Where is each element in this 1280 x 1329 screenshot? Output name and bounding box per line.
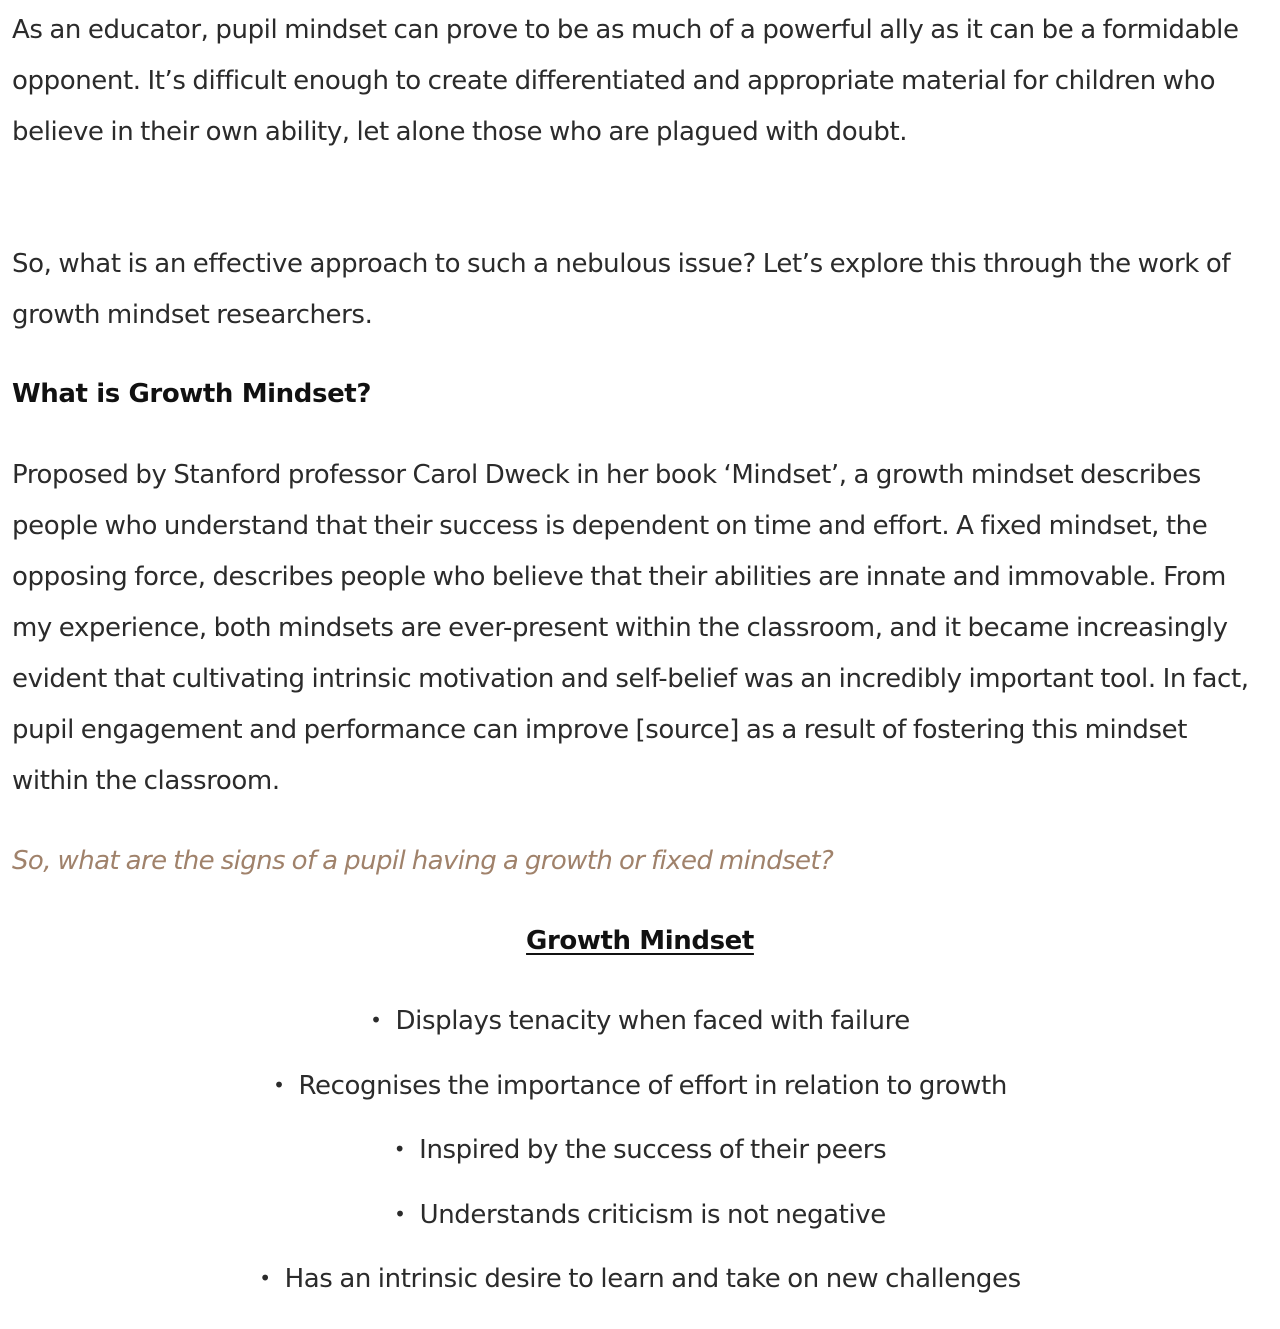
list-item-text: Understands criticism is not negative xyxy=(419,1199,886,1230)
bullet-icon: • xyxy=(394,1201,406,1226)
section-heading: What is Growth Mindset? xyxy=(12,379,372,409)
list-item xyxy=(12,1182,1268,1247)
bullet-icon: • xyxy=(393,1137,406,1162)
list-item xyxy=(12,1246,1268,1311)
list-item-text: Has an intrinsic desire to learn and take on new challenges xyxy=(284,1264,1021,1295)
bullet-icon: • xyxy=(370,1008,382,1032)
list-item xyxy=(12,1117,1268,1182)
bullet-icon: • xyxy=(259,1266,271,1291)
list-item-text: Recognises the importance of effort in relation to growth xyxy=(298,1070,1007,1101)
signs-question: So, what are the signs of a pupil having a growth or fixed mindset? xyxy=(12,846,834,876)
list-item xyxy=(12,988,1268,1053)
bullet-icon: • xyxy=(273,1072,285,1097)
question-paragraph: So, what is an effective approach to such a nebulous issue? Let’s explore this through the work of growth mindset researchers. xyxy=(12,249,1231,330)
intro-paragraph: As an educator, pupil mindset can prove to be as much of a powerful ally as it can be a formidable opponent. It’s difficult enough to create differentiated and appropriate material for children who believe in their own ability, let alone those who are plagued with doubt. xyxy=(12,15,1239,147)
growth-mindset-heading: Growth Mindset xyxy=(526,926,754,956)
definition-paragraph: Proposed by Stanford professor Carol Dweck in her book ‘Mindset’, a growth mindset describes people who understand that their success is dependent on time and effort. A fixed mindset, the opposing force, describes people who believe that their abilities are innate and immovable. From my experience, both mindsets are ever-present within the classroom, and it became increasingly evident that cultivating intrinsic motivation and self-belief was an incredibly important tool. In fact, pupil engagement and performance can improve [source] as a result of fostering this mindset within the classroom. xyxy=(12,460,1249,796)
list-item xyxy=(12,1053,1268,1118)
list-item-text: Displays tenacity when faced with failure xyxy=(395,1006,910,1036)
growth-signs-list xyxy=(12,988,1268,1311)
list-item-text: Inspired by the success of their peers xyxy=(419,1135,887,1166)
